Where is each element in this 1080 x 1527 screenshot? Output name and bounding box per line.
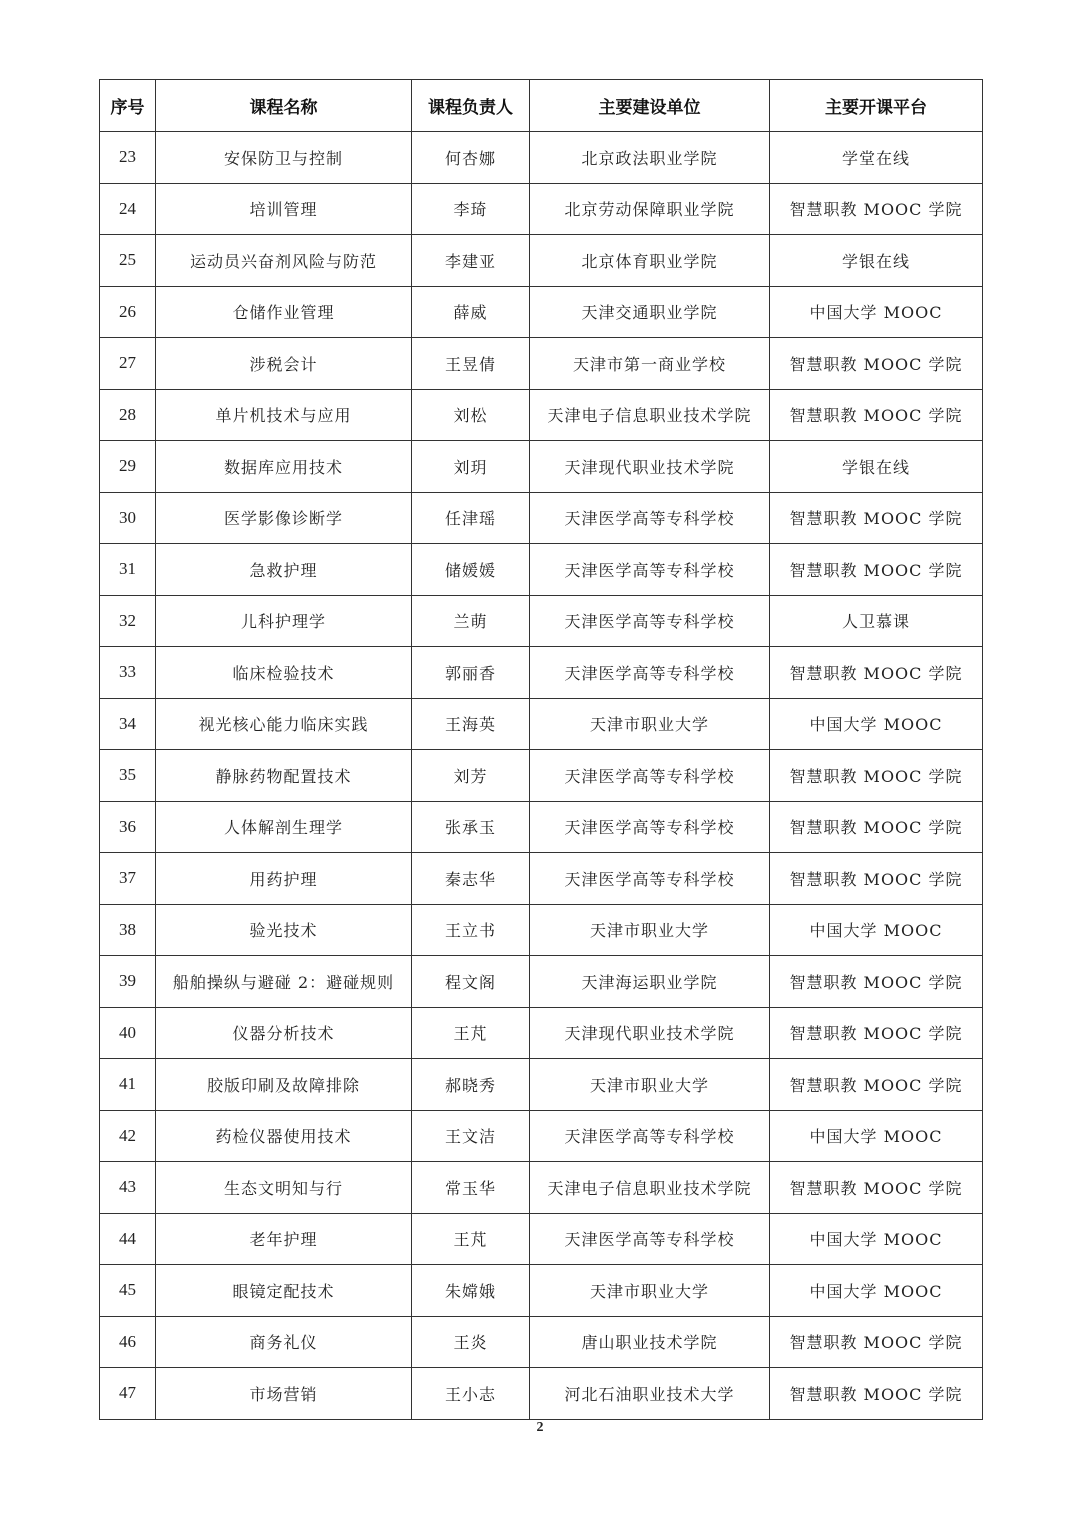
- cell-platform: 智慧职教 MOOC 学院: [770, 389, 983, 441]
- cell-index: 24: [100, 183, 156, 235]
- cell-index: 23: [100, 132, 156, 184]
- table-row: [100, 286, 983, 338]
- cell-platform: 智慧职教 MOOC 学院: [770, 183, 983, 235]
- cell-platform: 智慧职教 MOOC 学院: [770, 801, 983, 853]
- cell-platform: 智慧职教 MOOC 学院: [770, 544, 983, 596]
- cell-platform: 中国大学 MOOC: [770, 698, 983, 750]
- table-body: [100, 132, 983, 1420]
- cell-course-name: 仪器分析技术: [156, 1007, 412, 1059]
- cell-course-lead: 李建亚: [412, 235, 530, 287]
- cell-institution: 天津医学高等专科学校: [530, 544, 770, 596]
- cell-course-lead: 何杏娜: [412, 132, 530, 184]
- cell-platform: 学堂在线: [770, 132, 983, 184]
- cell-course-lead: 刘芳: [412, 750, 530, 802]
- table-row: [100, 595, 983, 647]
- cell-institution: 天津交通职业学院: [530, 286, 770, 338]
- course-table: [99, 79, 983, 1420]
- table-row: [100, 338, 983, 390]
- cell-course-name: 急救护理: [156, 544, 412, 596]
- cell-institution: 天津市职业大学: [530, 1265, 770, 1317]
- cell-index: 31: [100, 544, 156, 596]
- cell-course-name: 仓储作业管理: [156, 286, 412, 338]
- cell-course-name: 运动员兴奋剂风险与防范: [156, 235, 412, 287]
- cell-course-lead: 王昱倩: [412, 338, 530, 390]
- table-row: [100, 956, 983, 1008]
- cell-index: 39: [100, 956, 156, 1008]
- cell-course-name: 老年护理: [156, 1213, 412, 1265]
- cell-institution: 天津医学高等专科学校: [530, 595, 770, 647]
- cell-institution: 天津海运职业学院: [530, 956, 770, 1008]
- cell-index: 33: [100, 647, 156, 699]
- table-header: [100, 80, 983, 132]
- header-institution: 主要建设单位: [530, 80, 770, 132]
- cell-course-name: 静脉药物配置技术: [156, 750, 412, 802]
- cell-institution: 天津电子信息职业技术学院: [530, 389, 770, 441]
- cell-course-name: 视光核心能力临床实践: [156, 698, 412, 750]
- cell-platform: 智慧职教 MOOC 学院: [770, 1007, 983, 1059]
- table-row: [100, 853, 983, 905]
- cell-index: 43: [100, 1162, 156, 1214]
- header-platform: 主要开课平台: [770, 80, 983, 132]
- cell-platform: 智慧职教 MOOC 学院: [770, 956, 983, 1008]
- cell-index: 34: [100, 698, 156, 750]
- cell-index: 40: [100, 1007, 156, 1059]
- cell-course-name: 验光技术: [156, 904, 412, 956]
- cell-index: 37: [100, 853, 156, 905]
- cell-index: 32: [100, 595, 156, 647]
- cell-index: 25: [100, 235, 156, 287]
- cell-index: 36: [100, 801, 156, 853]
- cell-course-lead: 王芃: [412, 1213, 530, 1265]
- cell-course-name: 用药护理: [156, 853, 412, 905]
- cell-institution: 天津市职业大学: [530, 698, 770, 750]
- cell-index: 47: [100, 1368, 156, 1420]
- cell-institution: 唐山职业技术学院: [530, 1316, 770, 1368]
- cell-course-lead: 秦志华: [412, 853, 530, 905]
- page-number: 2: [536, 1420, 544, 1435]
- cell-platform: 中国大学 MOOC: [770, 1265, 983, 1317]
- cell-platform: 智慧职教 MOOC 学院: [770, 647, 983, 699]
- cell-platform: 中国大学 MOOC: [770, 1213, 983, 1265]
- header-index: 序号: [100, 80, 156, 132]
- cell-course-lead: 程文阁: [412, 956, 530, 1008]
- cell-platform: 智慧职教 MOOC 学院: [770, 853, 983, 905]
- table-row: [100, 1316, 983, 1368]
- header-course-lead: 课程负责人: [412, 80, 530, 132]
- cell-course-name: 市场营销: [156, 1368, 412, 1420]
- cell-course-name: 儿科护理学: [156, 595, 412, 647]
- cell-institution: 天津医学高等专科学校: [530, 1110, 770, 1162]
- cell-platform: 中国大学 MOOC: [770, 904, 983, 956]
- cell-course-lead: 兰萌: [412, 595, 530, 647]
- cell-institution: 天津市第一商业学校: [530, 338, 770, 390]
- cell-institution: 天津医学高等专科学校: [530, 492, 770, 544]
- table-row: [100, 132, 983, 184]
- cell-course-lead: 张承玉: [412, 801, 530, 853]
- table-row: [100, 1110, 983, 1162]
- cell-index: 35: [100, 750, 156, 802]
- cell-course-name: 胶版印刷及故障排除: [156, 1059, 412, 1111]
- cell-institution: 天津现代职业技术学院: [530, 1007, 770, 1059]
- cell-course-name: 单片机技术与应用: [156, 389, 412, 441]
- cell-course-name: 涉税会计: [156, 338, 412, 390]
- cell-course-lead: 任津瑶: [412, 492, 530, 544]
- cell-course-name: 医学影像诊断学: [156, 492, 412, 544]
- table-row: [100, 492, 983, 544]
- cell-institution: 北京体育职业学院: [530, 235, 770, 287]
- table-row: [100, 698, 983, 750]
- cell-platform: 学银在线: [770, 441, 983, 493]
- table-row: [100, 1213, 983, 1265]
- cell-course-name: 船舶操纵与避碰 2：避碰规则: [156, 956, 412, 1008]
- table-row: [100, 1059, 983, 1111]
- cell-course-lead: 郭丽香: [412, 647, 530, 699]
- cell-platform: 智慧职教 MOOC 学院: [770, 492, 983, 544]
- cell-platform: 中国大学 MOOC: [770, 1110, 983, 1162]
- table-row: [100, 1162, 983, 1214]
- cell-institution: 天津市职业大学: [530, 1059, 770, 1111]
- cell-index: 46: [100, 1316, 156, 1368]
- cell-course-lead: 刘松: [412, 389, 530, 441]
- table-row: [100, 801, 983, 853]
- cell-course-name: 临床检验技术: [156, 647, 412, 699]
- cell-index: 45: [100, 1265, 156, 1317]
- table-row: [100, 183, 983, 235]
- cell-platform: 学银在线: [770, 235, 983, 287]
- table-row: [100, 389, 983, 441]
- cell-course-name: 安保防卫与控制: [156, 132, 412, 184]
- cell-institution: 天津现代职业技术学院: [530, 441, 770, 493]
- cell-institution: 北京劳动保障职业学院: [530, 183, 770, 235]
- table-row: [100, 904, 983, 956]
- cell-institution: 天津医学高等专科学校: [530, 1213, 770, 1265]
- cell-course-name: 人体解剖生理学: [156, 801, 412, 853]
- cell-course-name: 眼镜定配技术: [156, 1265, 412, 1317]
- cell-platform: 智慧职教 MOOC 学院: [770, 1162, 983, 1214]
- cell-course-name: 商务礼仪: [156, 1316, 412, 1368]
- cell-index: 29: [100, 441, 156, 493]
- cell-platform: 智慧职教 MOOC 学院: [770, 338, 983, 390]
- table-row: [100, 544, 983, 596]
- header-course-name: 课程名称: [156, 80, 412, 132]
- cell-institution: 天津医学高等专科学校: [530, 801, 770, 853]
- cell-course-lead: 储媛媛: [412, 544, 530, 596]
- cell-institution: 北京政法职业学院: [530, 132, 770, 184]
- table-row: [100, 750, 983, 802]
- table-row: [100, 441, 983, 493]
- cell-index: 42: [100, 1110, 156, 1162]
- cell-course-lead: 王芃: [412, 1007, 530, 1059]
- cell-institution: 天津医学高等专科学校: [530, 647, 770, 699]
- cell-index: 28: [100, 389, 156, 441]
- cell-index: 41: [100, 1059, 156, 1111]
- cell-index: 27: [100, 338, 156, 390]
- table-row: [100, 647, 983, 699]
- cell-course-lead: 王炎: [412, 1316, 530, 1368]
- cell-course-name: 药检仪器使用技术: [156, 1110, 412, 1162]
- cell-index: 26: [100, 286, 156, 338]
- cell-course-name: 数据库应用技术: [156, 441, 412, 493]
- cell-course-lead: 王立书: [412, 904, 530, 956]
- cell-course-lead: 王海英: [412, 698, 530, 750]
- cell-platform: 中国大学 MOOC: [770, 286, 983, 338]
- cell-index: 30: [100, 492, 156, 544]
- header-row: [100, 80, 983, 132]
- cell-course-lead: 王小志: [412, 1368, 530, 1420]
- cell-platform: 人卫慕课: [770, 595, 983, 647]
- cell-index: 38: [100, 904, 156, 956]
- cell-index: 44: [100, 1213, 156, 1265]
- cell-course-lead: 薛威: [412, 286, 530, 338]
- cell-platform: 智慧职教 MOOC 学院: [770, 1059, 983, 1111]
- cell-institution: 天津医学高等专科学校: [530, 853, 770, 905]
- cell-institution: 天津医学高等专科学校: [530, 750, 770, 802]
- table-row: [100, 235, 983, 287]
- table-row: [100, 1007, 983, 1059]
- cell-institution: 天津市职业大学: [530, 904, 770, 956]
- cell-course-lead: 李琦: [412, 183, 530, 235]
- cell-course-lead: 刘玥: [412, 441, 530, 493]
- table-row: [100, 1265, 983, 1317]
- table-row: [100, 1368, 983, 1420]
- cell-institution: 河北石油职业技术大学: [530, 1368, 770, 1420]
- cell-platform: 智慧职教 MOOC 学院: [770, 750, 983, 802]
- cell-platform: 智慧职教 MOOC 学院: [770, 1368, 983, 1420]
- cell-institution: 天津电子信息职业技术学院: [530, 1162, 770, 1214]
- cell-course-name: 生态文明知与行: [156, 1162, 412, 1214]
- cell-course-lead: 常玉华: [412, 1162, 530, 1214]
- cell-course-lead: 朱嫦娥: [412, 1265, 530, 1317]
- cell-course-name: 培训管理: [156, 183, 412, 235]
- cell-course-lead: 郝晓秀: [412, 1059, 530, 1111]
- cell-course-lead: 王文洁: [412, 1110, 530, 1162]
- cell-platform: 智慧职教 MOOC 学院: [770, 1316, 983, 1368]
